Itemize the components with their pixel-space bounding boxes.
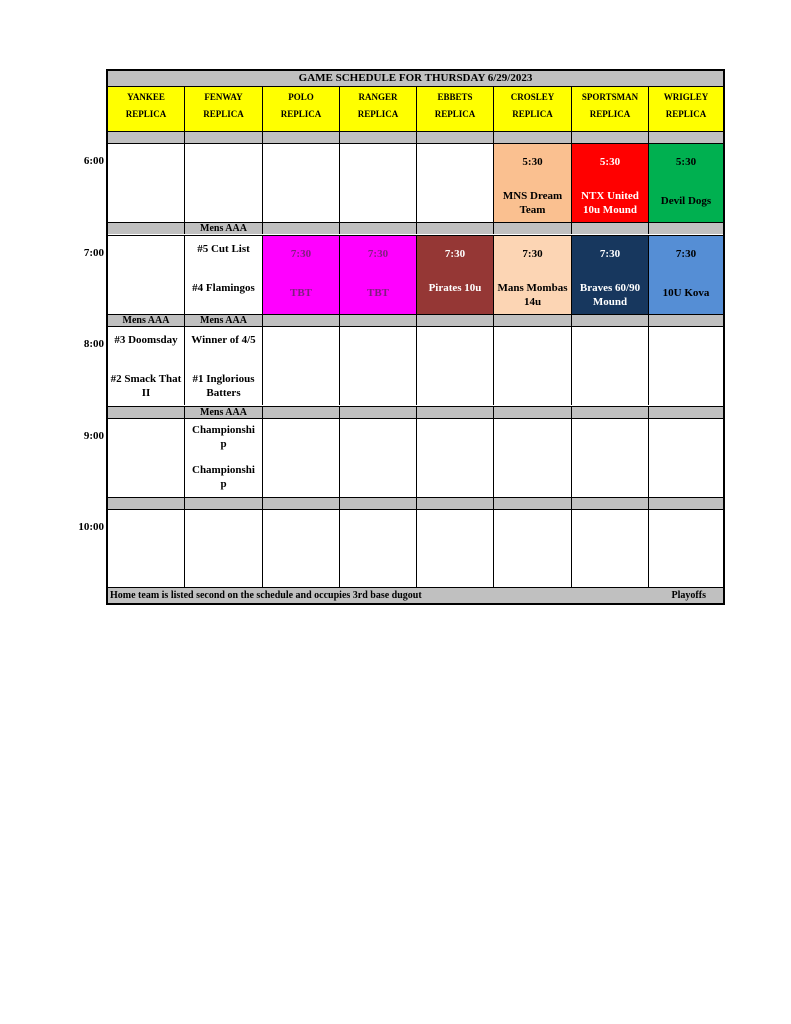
- field-sub: REPLICA: [512, 109, 553, 119]
- division-label: [263, 132, 340, 143]
- separator-row: [108, 132, 723, 143]
- division-label: Mens AAA: [185, 315, 263, 326]
- empty-cell: [417, 144, 494, 222]
- game-time: Winner of 4/5: [191, 334, 256, 346]
- game-teams: NTX United 10u Mound: [581, 190, 639, 216]
- field-sub: REPLICA: [434, 109, 476, 119]
- division-label: Mens AAA: [108, 315, 185, 326]
- schedule-table: [106, 69, 725, 605]
- division-label: [649, 407, 723, 418]
- game-time: 7:30: [675, 248, 697, 260]
- game-cell: [494, 144, 572, 222]
- game-teams: Championship: [192, 464, 255, 490]
- field-header-ranger: [340, 87, 417, 131]
- empty-cell: [108, 419, 185, 497]
- field-header-crosley: [494, 87, 572, 131]
- field-sub: REPLICA: [665, 109, 707, 119]
- empty-cell: [340, 144, 417, 222]
- empty-cell: [649, 510, 723, 588]
- game-time: 5:30: [522, 156, 543, 168]
- division-label: [572, 498, 649, 509]
- game-time: 7:30: [522, 248, 543, 260]
- time-label: 6:00: [83, 155, 104, 167]
- division-label: [340, 223, 417, 234]
- division-label: [494, 132, 572, 143]
- game-teams: #2 Smack That II: [110, 373, 182, 399]
- division-label: [340, 498, 417, 509]
- game-teams: 10U Kova: [662, 287, 710, 299]
- empty-cell: [108, 144, 185, 222]
- division-label: [649, 132, 723, 143]
- empty-cell: [572, 327, 649, 405]
- division-label: [417, 498, 494, 509]
- empty-cell: [263, 419, 340, 497]
- division-label: [108, 498, 185, 509]
- time-slot-row: [108, 144, 723, 222]
- division-label: [494, 407, 572, 418]
- field-name: RANGER: [358, 92, 398, 102]
- time-label: 10:00: [78, 521, 104, 533]
- time-label: 9:00: [83, 430, 104, 442]
- empty-cell: [649, 327, 723, 405]
- game-teams: #1 Inglorious Batters: [192, 373, 255, 399]
- field-sub: REPLICA: [125, 109, 167, 119]
- division-label: Mens AAA: [185, 223, 263, 234]
- game-cell: [263, 236, 340, 314]
- division-label: [108, 132, 185, 143]
- empty-cell: [263, 144, 340, 222]
- empty-cell: [185, 144, 263, 222]
- division-label: [572, 407, 649, 418]
- time-label: 7:00: [83, 247, 104, 259]
- empty-cell: [185, 510, 263, 588]
- division-label: [494, 498, 572, 509]
- game-teams: #4 Flamingos: [192, 282, 255, 294]
- game-teams: TBT: [366, 287, 389, 299]
- time-slot-row: [108, 419, 723, 497]
- empty-cell: [494, 419, 572, 497]
- division-label: [417, 407, 494, 418]
- division-label: [263, 498, 340, 509]
- field-header-wrigley: [649, 87, 723, 131]
- field-sub: REPLICA: [280, 109, 322, 119]
- game-teams: TBT: [289, 287, 312, 299]
- division-label: [340, 407, 417, 418]
- empty-cell: [572, 510, 649, 588]
- game-teams: MNS Dream Team: [502, 190, 563, 216]
- game-teams: Mans Mombas 14u: [497, 282, 568, 308]
- separator-row: [108, 498, 723, 509]
- game-cell: [185, 327, 263, 405]
- empty-cell: [649, 419, 723, 497]
- separator-row: [108, 223, 723, 234]
- division-label: [417, 223, 494, 234]
- time-slot-row: [108, 327, 723, 405]
- division-label: [494, 223, 572, 234]
- game-time: 5:30: [675, 156, 697, 168]
- game-time: Championship: [192, 424, 255, 450]
- time-slot-row: [108, 236, 723, 314]
- game-cell: [649, 144, 723, 222]
- division-label: [649, 315, 723, 326]
- empty-cell: [417, 510, 494, 588]
- schedule-footer: [108, 588, 723, 603]
- game-time: #3 Doomsday: [114, 334, 178, 346]
- empty-cell: [417, 327, 494, 405]
- game-cell: [185, 419, 263, 497]
- division-label: [263, 223, 340, 234]
- empty-cell: [340, 419, 417, 497]
- field-name: CROSLEY: [510, 92, 555, 102]
- field-name: POLO: [288, 92, 314, 102]
- field-name: SPORTSMAN: [581, 92, 639, 102]
- empty-cell: [340, 510, 417, 588]
- division-label: [263, 407, 340, 418]
- game-time: 5:30: [599, 156, 621, 168]
- game-cell: [340, 236, 417, 314]
- empty-cell: [572, 419, 649, 497]
- game-time: 7:30: [290, 248, 312, 260]
- game-cell: [572, 236, 649, 314]
- game-cell: [649, 236, 723, 314]
- division-label: [572, 223, 649, 234]
- separator-row: [108, 315, 723, 326]
- field-header-sportsman: [572, 87, 649, 131]
- division-label: [340, 132, 417, 143]
- field-name: FENWAY: [204, 92, 243, 102]
- field-sub: REPLICA: [203, 109, 244, 119]
- field-header-row: [108, 87, 723, 131]
- game-cell: [108, 327, 185, 405]
- division-label: [572, 315, 649, 326]
- division-label: [649, 223, 723, 234]
- game-time: 7:30: [444, 248, 466, 260]
- field-header-ebbets: [417, 87, 494, 131]
- game-teams: Braves 60/90 Mound: [579, 282, 641, 308]
- schedule-title: GAME SCHEDULE FOR THURSDAY 6/29/2023: [108, 71, 723, 86]
- field-name: EBBETS: [437, 92, 473, 102]
- empty-cell: [263, 510, 340, 588]
- game-teams: Pirates 10u: [428, 282, 482, 294]
- footer-note: Home team is listed second on the schedule and occupies 3rd base dugout: [110, 590, 422, 601]
- division-label: [108, 407, 185, 418]
- game-cell: [494, 236, 572, 314]
- division-label: [185, 498, 263, 509]
- division-label: [263, 315, 340, 326]
- division-label: [494, 315, 572, 326]
- division-label: [572, 132, 649, 143]
- footer-label: Playoffs: [671, 590, 706, 601]
- division-label: Mens AAA: [185, 407, 263, 418]
- empty-cell: [108, 236, 185, 314]
- game-time: 7:30: [367, 248, 389, 260]
- field-header-polo: [263, 87, 340, 131]
- empty-cell: [494, 327, 572, 405]
- game-time: 7:30: [599, 248, 621, 260]
- game-teams: Devil Dogs: [660, 195, 712, 207]
- field-name: YANKEE: [127, 92, 165, 102]
- division-label: [417, 315, 494, 326]
- field-header-fenway: [185, 87, 263, 131]
- field-sub: REPLICA: [589, 109, 631, 119]
- empty-cell: [340, 327, 417, 405]
- field-header-yankee: [108, 87, 185, 131]
- empty-cell: [263, 327, 340, 405]
- division-label: [649, 498, 723, 509]
- game-time: #5 Cut List: [197, 243, 250, 255]
- division-label: [108, 223, 185, 234]
- time-slot-row: [108, 510, 723, 588]
- game-cell: [185, 236, 263, 314]
- division-label: [185, 132, 263, 143]
- separator-row: [108, 407, 723, 418]
- empty-cell: [494, 510, 572, 588]
- game-cell: [417, 236, 494, 314]
- game-cell: [572, 144, 649, 222]
- empty-cell: [108, 510, 185, 588]
- division-label: [417, 132, 494, 143]
- field-sub: REPLICA: [357, 109, 399, 119]
- time-label: 8:00: [83, 338, 104, 350]
- division-label: [340, 315, 417, 326]
- field-name: WRIGLEY: [663, 92, 709, 102]
- empty-cell: [417, 419, 494, 497]
